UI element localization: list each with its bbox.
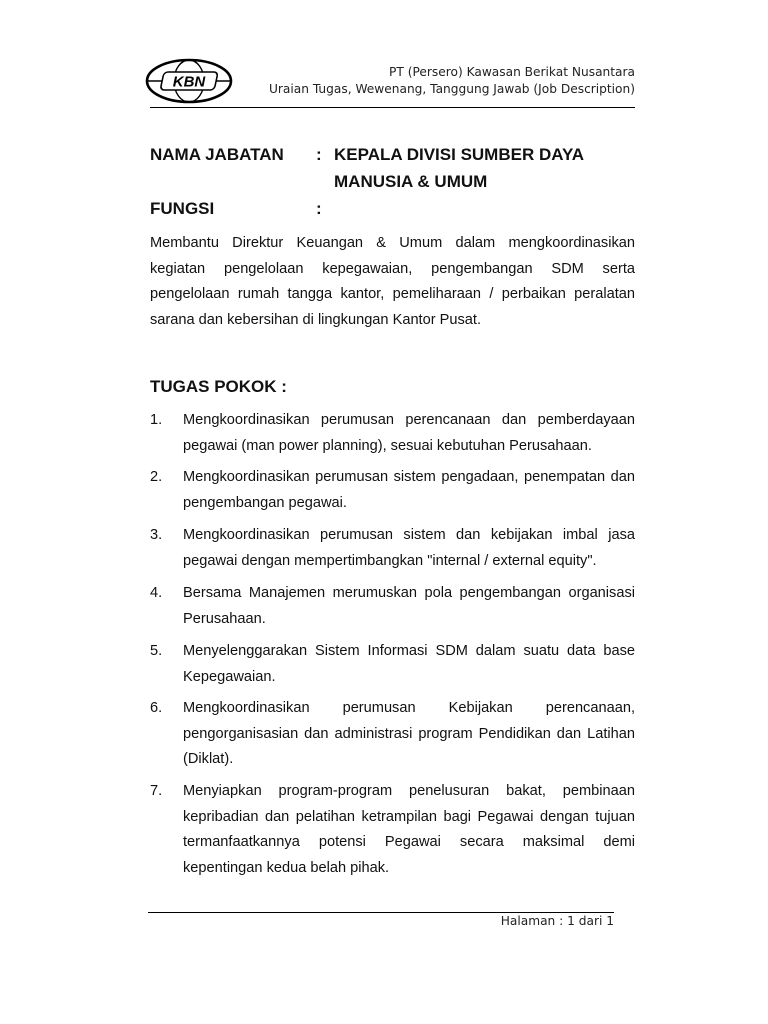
item-text: Mengkoordinasikan perumusan Kebijakan perencanaan, pengorganisasian dan administrasi program Pendidikan dan Latihan (Diklat). xyxy=(183,700,635,767)
item-text: Menyelenggarakan Sistem Informasi SDM dalam suatu data base Kepegawaian. xyxy=(183,643,635,685)
item-number: 7. xyxy=(150,783,163,799)
page-number: Halaman : 1 dari 1 xyxy=(500,914,614,928)
header-divider xyxy=(150,107,635,108)
item-number: 2. xyxy=(150,469,163,485)
company-name: PT (Persero) Kawasan Berikat Nusantara xyxy=(389,65,635,79)
fungsi-paragraph: Membantu Direktur Keuangan & Umum dalam mengkoordinasikan kegiatan pengelolaan kepegawaian, pengembangan SDM serta pengelolaan rumah tangga kantor, pemeliharaan / perbaikan peralatan sarana dan kebersihan di lingkungan Kantor Pusat. xyxy=(150,235,635,328)
item-text: Bersama Manajemen merumuskan pola pengembangan organisasi Perusahaan. xyxy=(183,585,635,627)
item-text: Menyiapkan program-program penelusuran bakat, pembinaan kepribadian dan pelatihan ketrampilan bagi Pegawai dengan tujuan termanfaatkannya potensi Pegawai secara maksimal demi kepentingan kedua belah pihak. xyxy=(183,783,635,876)
item-number: 3. xyxy=(150,527,163,543)
item-number: 4. xyxy=(150,585,163,601)
item-number: 1. xyxy=(150,412,163,428)
jabatan-value: KEPALA DIVISI SUMBER DAYA MANUSIA & UMUM xyxy=(334,145,584,191)
item-text: Mengkoordinasikan perumusan sistem dan kebijakan imbal jasa pegawai dengan mempertimbangkan "internal / external equity". xyxy=(183,527,635,569)
footer-divider xyxy=(148,912,614,913)
item-text: Mengkoordinasikan perumusan perencanaan dan pemberdayaan pegawai (man power planning), sesuai kebutuhan Perusahaan. xyxy=(183,412,635,454)
item-number: 5. xyxy=(150,643,163,659)
kbn-logo xyxy=(145,58,233,104)
item-text: Mengkoordinasikan perumusan sistem pengadaan, penempatan dan pengembangan pegawai. xyxy=(183,469,635,511)
document-title: Uraian Tugas, Wewenang, Tanggung Jawab (Job Description) xyxy=(268,82,635,96)
jabatan-colon: : xyxy=(316,145,322,164)
fungsi-label: FUNGSI xyxy=(150,199,215,218)
tugas-heading: TUGAS POKOK : xyxy=(150,377,287,396)
logo-text: KBN xyxy=(172,73,206,91)
item-number: 6. xyxy=(150,700,163,716)
header-text xyxy=(269,64,635,98)
jabatan-label: NAMA JABATAN xyxy=(150,145,284,164)
fungsi-colon: : xyxy=(316,199,322,218)
